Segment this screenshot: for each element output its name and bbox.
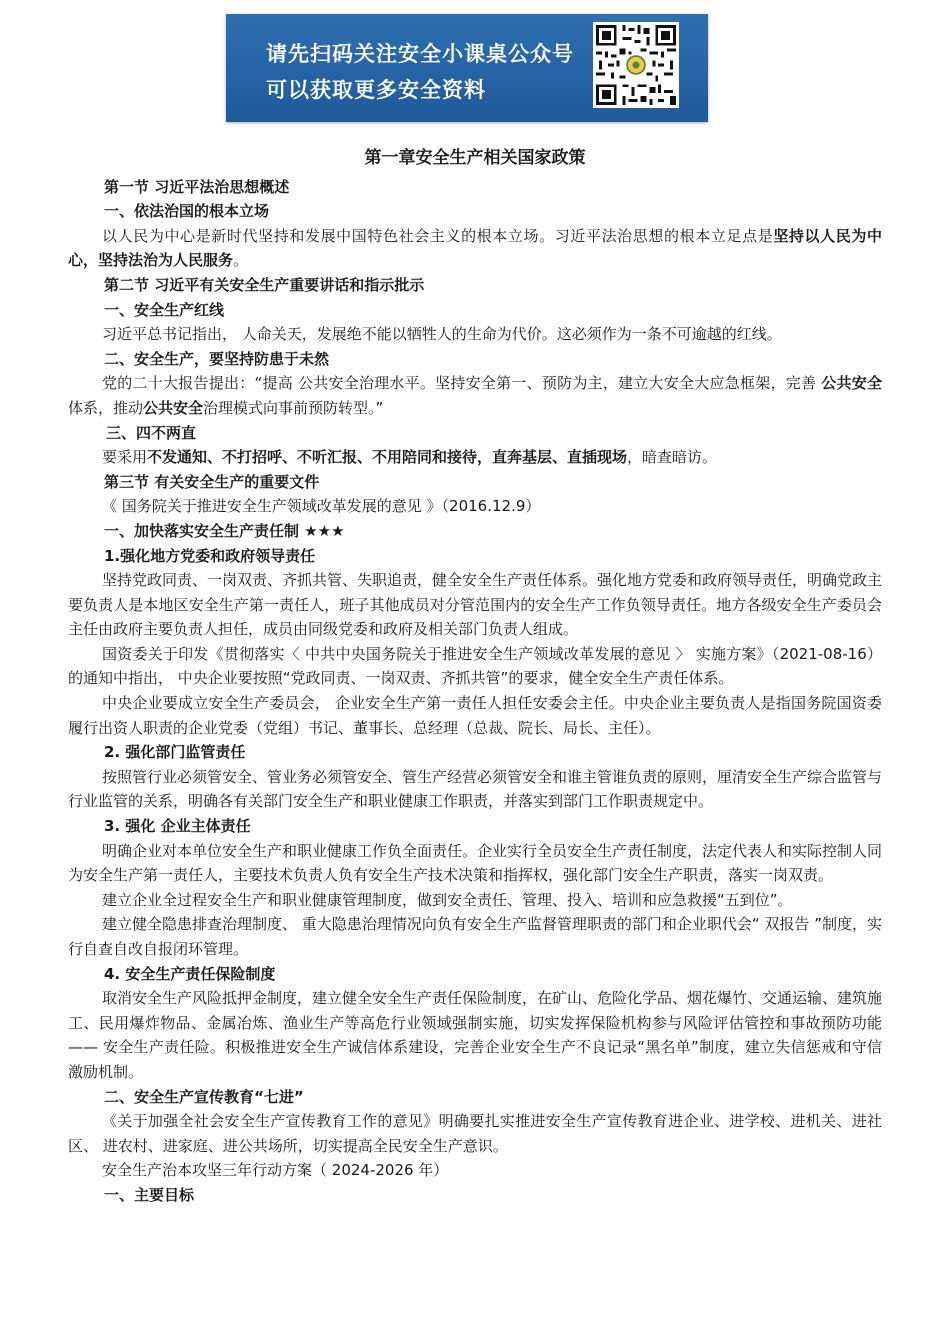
paragraph: 习近平总书记指出， 人命关天，发展绝不能以牺牲人的生命为代价。这必须作为一条不可逾越的红线。: [102, 325, 782, 344]
subheading: 3. 强化 企业主体责任: [104, 817, 251, 836]
subheading: 二、安全生产宣传教育“七进”: [104, 1087, 304, 1106]
subheading: 一、加快落实安全生产责任制 ★★★: [104, 521, 345, 540]
plan-title: 安全生产治本攻坚三年行动方案（ 2024-2026 年）: [102, 1161, 449, 1180]
document-body: [68, 146, 882, 1208]
paragraph: 按照管行业必须管安全、管业务必须管安全、管生产经营必须管安全和谁主管谁负责的原则，厘清安全生产综合监管与行业监管的关系，明确各有关部门安全生产和职业健康工作职责，并落实到部门工作职责规定中。: [68, 767, 883, 811]
paragraph: 明确企业对本单位安全生产和职业健康工作负全面责任。企业实行全员安全生产责任制度，法定代表人和实际控制人同为安全生产第一责任人，主要技术负责人负有安全生产技术决策和指挥权，强化部门安全生产职责，落实一岗双责。: [68, 841, 883, 885]
paragraph: 党的二十大报告提出：“提高 公共安全治理水平。坚持安全第一、预防为主，建立大安全大应急框架，完善 公共安全体系，推动公共安全治理模式向事前预防转型。”: [68, 374, 882, 417]
banner-line-1: 请先扫码关注安全小课桌公众号: [266, 42, 574, 66]
paragraph: 建立企业全过程安全生产和职业健康管理制度，做到安全责任、管理、投入、培训和应急救援“五到位”。: [102, 890, 793, 909]
subheading: 二、安全生产，要坚持防患于未然: [104, 349, 330, 368]
section-heading: 第三节 有关安全生产的重要文件: [104, 472, 320, 491]
paragraph: 以人民为中心是新时代坚持和发展中国特色社会主义的根本立场。习近平法治思想的根本立足点是坚持以人民为中心，坚持法治为人民服务。: [68, 226, 882, 270]
paragraph: 国资委关于印发《贯彻落实〈 中共中央国务院关于推进安全生产领域改革发展的意见 〉 实施方案》（2021-08-16）的通知中指出， 中央企业要按照“党政同责、一岗双责、齐抓共管”的要求，健全安全生产责任体系。: [68, 644, 882, 688]
section-heading: 第二节 习近平有关安全生产重要讲话和指示批示: [104, 275, 425, 294]
paragraph: 中央企业要成立安全生产委员会， 企业安全生产第一责任人担任安委会主任。中央企业主要负责人是指国务院国资委履行出资人职责的企业党委（党组）书记、董事长、总经理（总裁、院长、局长、主任）。: [68, 694, 882, 737]
document-reference: 《 国务院关于推进安全生产领域改革发展的意见 》（2016.12.9）: [102, 497, 541, 516]
section-heading: 第一节 习近平法治思想概述: [104, 177, 290, 196]
paragraph: 取消安全生产风险抵押金制度，建立健全安全生产责任保险制度，在矿山、危险化学品、烟花爆竹、交通运输、建筑施工、民用爆炸物品、金属冶炼、渔业生产等高危行业领域强制实施，切实发挥保险机构参与风险评估管控和事故预防功能 —— 安全生产责任险。积极推进安全生产诚信体系建设，完善企业安全生产不良记录“黑名单”制度，建立失信惩戒和守信激励机制。: [68, 989, 883, 1081]
subheading: 一、安全生产红线: [104, 300, 225, 319]
paragraph: 要采用不发通知、不打招呼、不听汇报、不用陪同和接待，直奔基层、直插现场，暗查暗访。: [102, 448, 718, 467]
subheading: 4. 安全生产责任保险制度: [104, 964, 276, 983]
qr-code-icon[interactable]: [593, 22, 679, 108]
subheading: 1.强化地方党委和政府领导责任: [104, 546, 316, 565]
subheading: 一、依法治国的根本立场: [104, 202, 270, 221]
subheading: 三、四不两直: [106, 423, 197, 442]
paragraph: 建立健全隐患排查治理制度、 重大隐患治理情况向负有安全生产监督管理职责的部门和企业职代会“ 双报告 ”制度，实行自查自改自报闭环管理。: [68, 915, 882, 958]
subheading: 一、主要目标: [104, 1185, 195, 1204]
paragraph: 《关于加强全社会安全生产宣传教育工作的意见》明确要扎实推进安全生产宣传教育进企业、进学校、进机关、进社区、 进农村、进家庭、进公共场所，切实提高全民安全生产意识。: [68, 1112, 882, 1155]
banner-line-2: 可以获取更多安全资料: [266, 78, 486, 102]
paragraph: 坚持党政同责、一岗双责、齐抓共管、失职追责，健全安全生产责任体系。强化地方党委和政府领导责任，明确党政主要负责人是本地区安全生产第一责任人，班子其他成员对分管范围内的安全生产工作负领导责任。地方各级安全生产委员会主任由政府主要负责人担任，成员由同级党委和政府及相关部门负责人组成。: [68, 571, 883, 639]
chapter-title: 第一章安全生产相关国家政策: [364, 148, 586, 168]
subheading: 2. 强化部门监管责任: [104, 743, 246, 762]
qr-promo-banner: [226, 14, 708, 122]
